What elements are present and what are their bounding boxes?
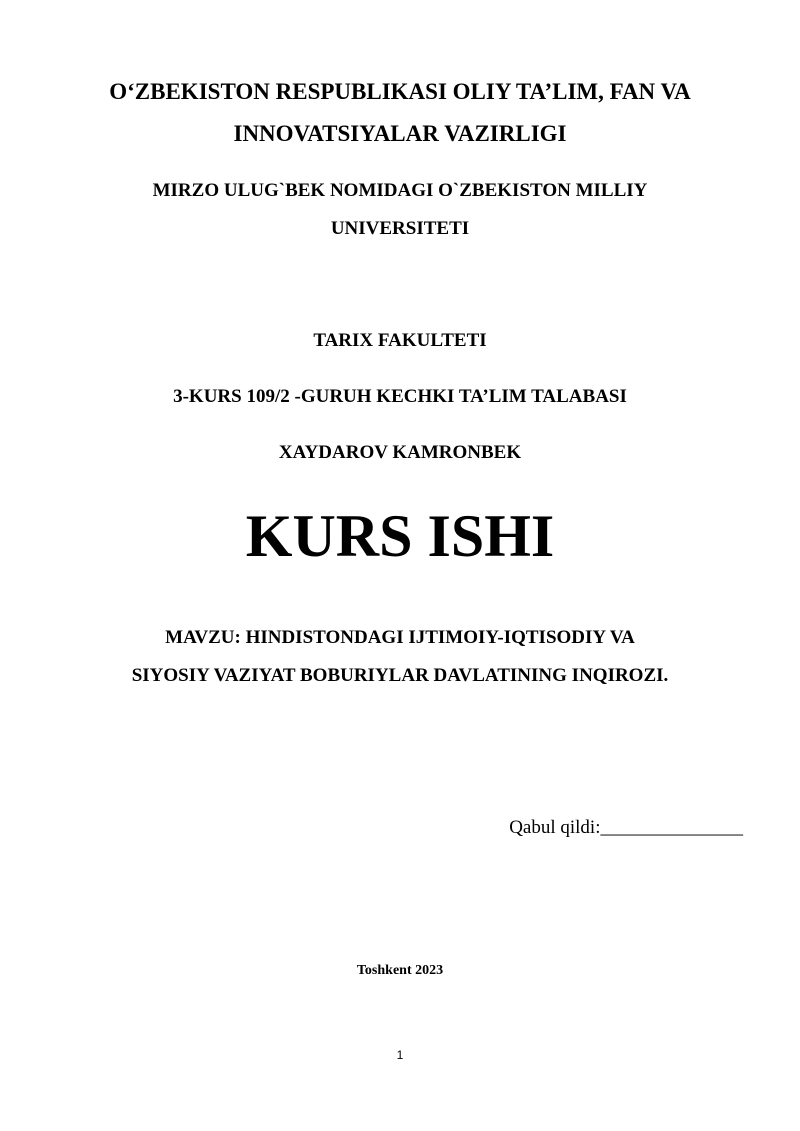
faculty-name: TARIX FAKULTETI	[313, 330, 487, 351]
accepted-by-line: Qabul qildi:_______________	[509, 817, 743, 838]
university-name-line-2: UNIVERSITETI	[330, 218, 470, 239]
topic-line-1: MAVZU: HINDISTONDAGI IJTIMOIY-IQTISODIY VA	[165, 627, 635, 648]
student-name: XAYDAROV KAMRONBEK	[278, 442, 522, 463]
topic-line-2: SIYOSIY VAZIYAT BOBURIYLAR DAVLATINING INQIROZI.	[131, 665, 669, 686]
ministry-title-line-2: INNOVATSIYALAR VAZIRLIGI	[233, 121, 567, 146]
city-year: Toshkent 2023	[356, 963, 444, 978]
university-name-line-1: MIRZO ULUG`BEK NOMIDAGI O`ZBEKISTON MILLIY	[152, 180, 648, 201]
page-number: 1	[396, 1048, 404, 1062]
ministry-title-line-1: O‘ZBEKISTON RESPUBLIKASI OLIY TA’LIM, FAN VA	[109, 79, 691, 104]
student-group: 3-KURS 109/2 -GURUH KECHKI TA’LIM TALABASI	[173, 386, 627, 407]
document-title: KURS ISHI	[245, 503, 555, 569]
